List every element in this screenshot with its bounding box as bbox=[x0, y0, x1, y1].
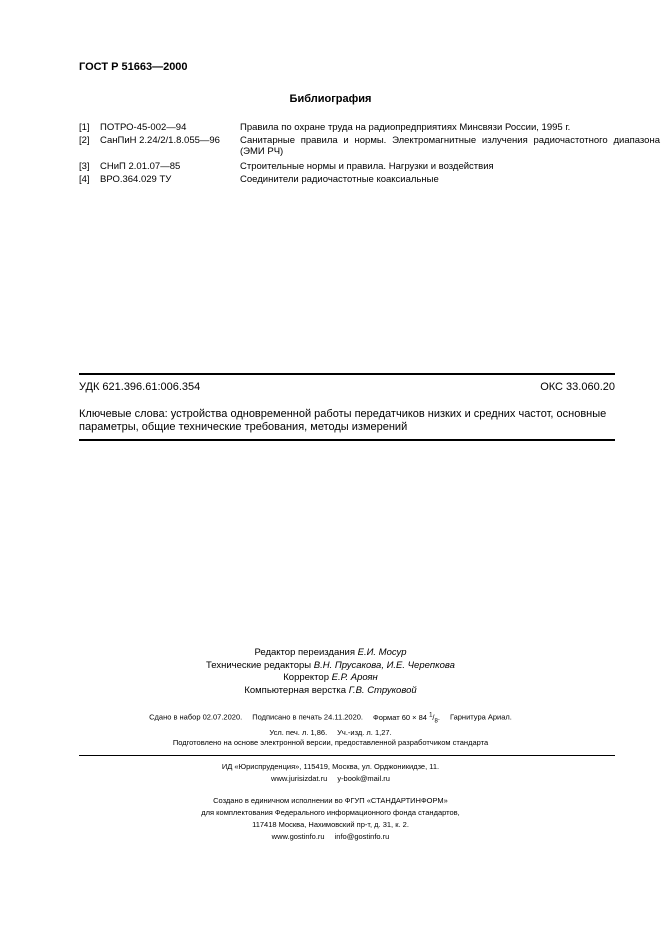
bibliography-item-number: [1] bbox=[79, 122, 90, 133]
bibliography-item-code: СНиП 2.01.07—85 bbox=[100, 161, 181, 172]
section-divider-bottom bbox=[79, 439, 615, 441]
section-divider-top bbox=[79, 373, 615, 375]
credit-editor-name: Е.И. Мосур bbox=[357, 647, 407, 658]
credit-layout bbox=[0, 685, 661, 698]
print-sheets: Усл. печ. л. 1,86. bbox=[269, 728, 328, 737]
bibliography-item-number: [2] bbox=[79, 135, 90, 146]
credits-block bbox=[0, 647, 661, 697]
credit-layout-name: Г.В. Струковой bbox=[348, 684, 417, 696]
standartinform-line-3: 117418 Москва, Нахимовский пр-т, д. 31, к. 2. bbox=[252, 820, 409, 829]
bibliography-item-number: [4] bbox=[79, 174, 90, 185]
bibliography-item-code: СанПиН 2.24/2/1.8.055—96 bbox=[100, 135, 220, 146]
credit-corrector-name: Е.Р. Ароян bbox=[331, 672, 378, 683]
standartinform-contacts bbox=[0, 831, 661, 843]
credit-editor bbox=[0, 647, 661, 660]
credit-corrector bbox=[0, 672, 661, 685]
bibliography-item-description: Строительные нормы и правила. Нагрузки и воздействия bbox=[240, 161, 494, 172]
standartinform-line-2: для комплектования Федерального информационного фонда стандартов, bbox=[201, 808, 460, 817]
credit-layout-label: Компьютерная верстка bbox=[244, 684, 347, 696]
bibliography-item-description: Соединители радиочастотные коаксиальные bbox=[240, 174, 439, 185]
standartinform-email-link[interactable]: info@gostinfo.ru bbox=[334, 832, 390, 841]
print-submitted: Сдано в набор 02.07.2020. bbox=[149, 712, 243, 722]
credit-tech-editors bbox=[0, 660, 661, 673]
bibliography-title: Библиография bbox=[289, 93, 372, 105]
publisher-address: ИД «Юриспруденция», 115419, Москва, ул. Орджоникидзе, 11. bbox=[221, 762, 440, 771]
keywords-text: Ключевые слова: устройства одновременной работы передатчиков низких и средних частот, основные параметры, общие технические требования, методы измерений bbox=[79, 408, 607, 433]
credit-tech-editors-label: Технические редакторы bbox=[206, 659, 312, 671]
bibliography-item-description: Санитарные правила и нормы. Электромагнитные излучения радиочастотного диапазона (ЭМИ РЧ) bbox=[240, 135, 660, 157]
document-id: ГОСТ Р 51663—2000 bbox=[79, 61, 188, 73]
footer-divider bbox=[79, 755, 615, 756]
print-signed: Подписано в печать 24.11.2020. bbox=[252, 712, 364, 722]
standartinform-site-link[interactable]: www.gostinfo.ru bbox=[271, 832, 325, 841]
print-format-denominator: 8 bbox=[434, 718, 438, 724]
credit-corrector-label: Корректор bbox=[283, 672, 329, 683]
standartinform-line-1: Создано в единичном исполнении во ФГУП «СТАНДАРТИНФОРМ» bbox=[213, 796, 448, 805]
standartinform-info bbox=[0, 795, 661, 843]
print-info-line-1 bbox=[0, 709, 661, 727]
udk-code: УДК 621.396.61:006.354 bbox=[79, 381, 201, 393]
publisher-info bbox=[0, 761, 661, 785]
publ-sheets: Уч.-изд. л. 1,27. bbox=[337, 728, 392, 737]
credit-editor-label: Редактор переиздания bbox=[254, 647, 355, 658]
publisher-email-link[interactable]: y-book@mail.ru bbox=[337, 774, 390, 783]
credit-tech-editors-names: В.Н. Прусакова, И.Е. Черепкова bbox=[313, 659, 455, 671]
oks-code: ОКС 33.060.20 bbox=[540, 381, 615, 393]
prepared-note: Подготовлено на основе электронной версии, предоставленной разработчиком стандарта bbox=[172, 738, 489, 747]
bibliography-item-code: ПОТРО-45-002—94 bbox=[100, 122, 187, 133]
print-format: Формат 60 × 84 $^1/_8$. bbox=[373, 712, 440, 724]
print-format-numerator: 1 bbox=[429, 712, 433, 718]
print-typeface: Гарнитура Ариал. bbox=[449, 712, 512, 722]
bibliography-item-description: Правила по охране труда на радиопредприятиях Минсвязи России, 1995 г. bbox=[240, 122, 571, 133]
publisher-contacts bbox=[0, 773, 661, 785]
bibliography-item-number: [3] bbox=[79, 161, 90, 172]
publisher-site-link[interactable]: www.jurisizdat.ru bbox=[271, 774, 328, 783]
print-info bbox=[0, 709, 661, 739]
bibliography-item-code: ВРО.364.029 ТУ bbox=[100, 174, 172, 185]
